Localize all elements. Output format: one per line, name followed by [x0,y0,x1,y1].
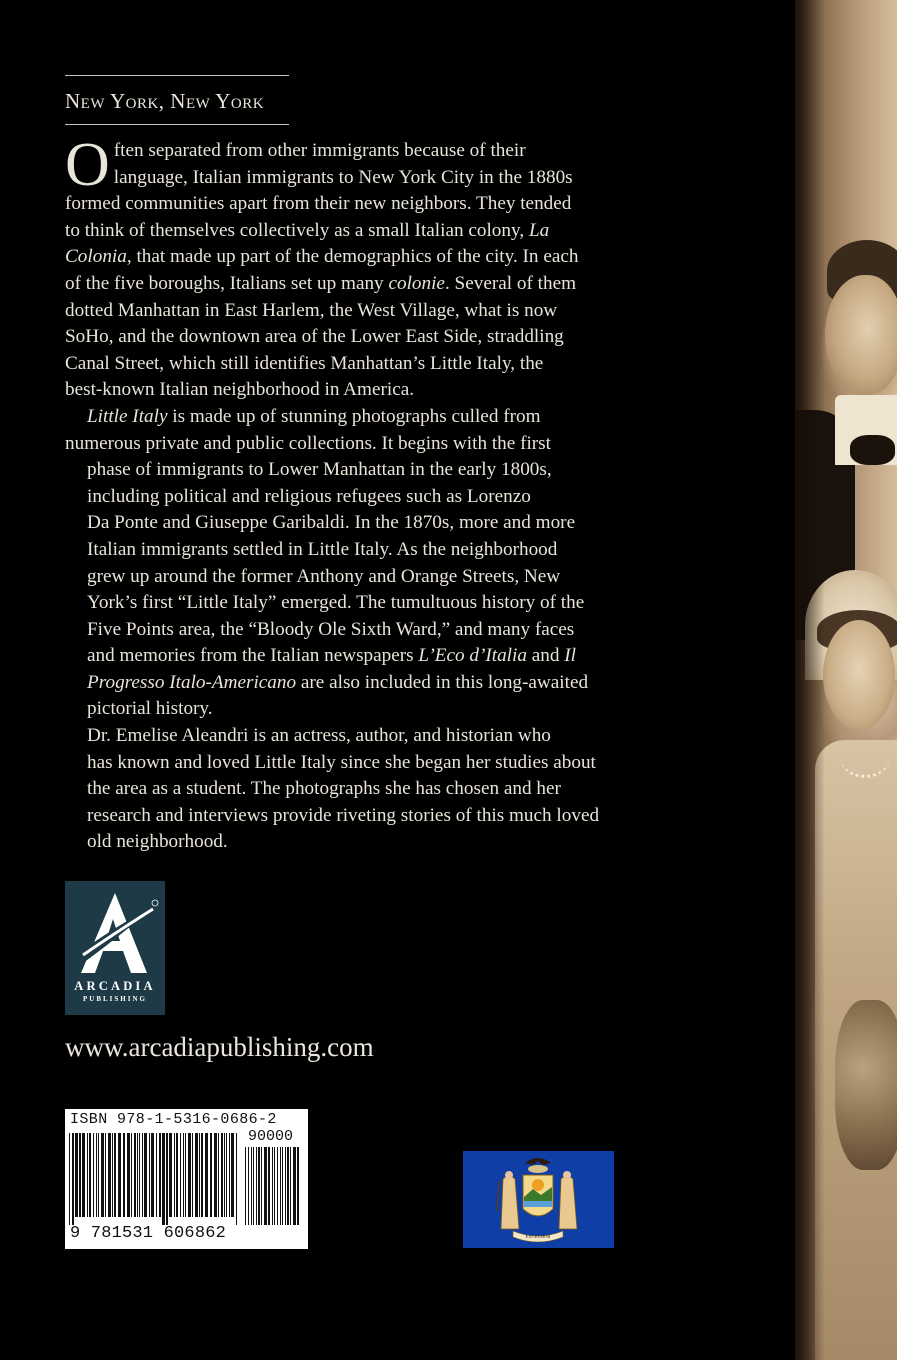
barcode-bar [214,1133,217,1217]
text-line: best-known Italian neighborhood in America. [65,379,415,401]
barcode-bar [293,1147,296,1225]
barcode-bar [205,1133,208,1217]
book-title-italic: Little Italy [87,405,168,427]
barcode-bar [134,1133,136,1217]
text-line: Canal Street, which still identifies Manhattan’s Little Italy, the [65,352,544,374]
barcode-bar [201,1133,203,1217]
text-line: SoHo, and the downtown area of the Lower East Side, straddling [65,326,564,348]
text-line [65,643,655,670]
barcode-bar [261,1147,262,1225]
barcode-bar [151,1133,154,1217]
text-line: numerous private and public collections. It begins with the first [65,432,551,454]
barcode-bar [183,1133,184,1217]
italic-fragment: L’Eco d’Italia [418,645,527,667]
text-line [65,244,655,271]
barcode-bar [268,1147,270,1225]
barcode-bar [149,1133,150,1217]
barcode-bar [162,1133,165,1225]
text-fragment: to think of themselves collectively as a small Italian colony, [65,219,529,241]
barcode-bar [156,1133,157,1217]
barcode-bar [272,1147,273,1225]
text-line: Five Points area, the “Bloody Ole Sixth Ward,” and many faces [87,618,575,640]
barcode-bar [224,1133,225,1217]
barcode-bar [159,1133,161,1217]
barcode-bar [274,1147,275,1225]
text-line: research and interviews provide riveting stories of this much loved [87,804,600,826]
barcode-bar [87,1133,88,1217]
text-line: pictorial history. [87,698,213,720]
addon-barcode-bars [245,1147,303,1225]
barcode-bar [131,1133,132,1217]
text-line [65,218,655,245]
text-fragment: and memories from the Italian newspapers [87,645,419,667]
isbn-barcode [65,1109,308,1249]
barcode-bar [72,1133,74,1225]
text-line: Da Ponte and Giuseppe Garibaldi. In the 1870s, more and more [87,512,576,534]
text-line: old neighborhood. [87,831,228,853]
heading-rule-bottom [65,124,289,125]
barcode-bar [105,1133,106,1217]
ean-barcode-bars [69,1133,239,1225]
barcode-bar [112,1133,113,1217]
text-fragment: is made up of stunning photographs culled from [167,405,541,427]
barcode-bar [195,1133,198,1217]
barcode-bar [264,1147,267,1225]
barcode-bar [188,1133,191,1217]
barcode-bar [96,1133,97,1217]
text-fragment: of the five boroughs, Italians set up many [65,272,389,294]
text-line: dotted Manhattan in East Harlem, the West Village, what is now [65,299,558,321]
barcode-bar [176,1133,178,1217]
text-line: phase of immigrants to Lower Manhattan in the early 1800s, [87,459,552,481]
barcode-bar [210,1133,212,1217]
ny-coat-of-arms-icon [463,1151,614,1248]
arcadia-publishing-logo [65,881,165,1015]
barcode-bar [69,1133,70,1225]
text-fragment: and [526,645,565,667]
barcode-bar [229,1133,230,1217]
barcode-bar [166,1133,168,1225]
barcode-bar [236,1133,237,1225]
barcode-bar [98,1133,99,1217]
barcode-bar [79,1133,81,1217]
barcode-bar [231,1133,234,1217]
italic-fragment: Progresso Italo-Americano [87,671,297,693]
text-line [65,670,655,697]
barcode-bar [137,1133,138,1217]
description-paragraph-1 [65,131,655,404]
barcode-bar [144,1133,147,1217]
text-fragment: that made up part of the demographics of the city. In each [136,246,579,268]
barcode-bar [101,1133,104,1217]
barcode-bar [290,1147,291,1225]
barcode-bar [199,1133,200,1217]
barcode-bar [169,1133,172,1217]
barcode-bar [174,1133,175,1217]
text-line: language, Italian immigrants to New York City in the 1880s [113,166,573,188]
italic-fragment: colonie [388,272,445,294]
isbn-label: ISBN 978-1-5316-0686-2 [70,1111,277,1128]
series-heading: New York, New York [65,89,265,113]
text-line [65,404,655,431]
barcode-bar [221,1133,223,1217]
barcode-bar [180,1133,181,1217]
text-line: York’s first “Little Italy” emerged. The tumultuous history of the [87,592,585,614]
barcode-bar [218,1133,219,1217]
text-fragment: . Several of them [444,272,577,294]
photo-edge-shadow [795,0,825,1360]
barcode-bar [280,1147,281,1225]
text-line: including political and religious refugees such as Lorenzo [87,485,531,507]
text-line: formed communities apart from their new neighbors. They tended [65,193,572,215]
publisher-url[interactable]: www.arcadiapublishing.com [65,1032,374,1062]
barcode-bar [142,1133,143,1217]
text-line [65,271,655,298]
price-code: 90000 [248,1128,294,1145]
ean-digits: 9 781531 606862 [70,1224,227,1243]
barcode-bar [93,1133,94,1217]
italic-fragment: Colonia, [65,246,137,268]
barcode-bar [245,1147,246,1225]
barcode-bar [282,1147,283,1225]
italic-fragment: Il [564,645,576,667]
text-line: has known and loved Little Italy since she began her studies about [87,751,596,773]
barcode-bar [139,1133,140,1217]
text-line: the area as a student. The photographs she has chosen and her [87,778,561,800]
text-line [65,191,655,218]
barcode-bar [192,1133,193,1217]
groom-face [825,275,897,395]
barcode-bar [256,1147,257,1225]
barcode-bar [118,1133,121,1217]
barcode-bar [248,1147,249,1225]
bride-bouquet [835,1000,897,1170]
groom-bow-tie [850,435,895,465]
text-line: Dr. Emelise Aleandri is an actress, author, and historian who [87,725,551,747]
barcode-bar [123,1133,125,1217]
heading-rule-top [65,75,289,76]
description-paragraph-3 [65,723,655,856]
book-description [65,131,655,856]
text-line: ften separated from other immigrants because of their [113,140,526,161]
barcode-bar [285,1147,286,1225]
drop-cap: O [65,131,110,199]
text-fragment: are also included in this long-awaited [296,671,589,693]
barcode-bar [258,1147,260,1225]
sepia-wedding-photo [795,0,897,1360]
new-york-state-flag [463,1151,614,1248]
barcode-bar [253,1147,254,1225]
description-paragraph-2 [65,404,655,723]
barcode-bar [297,1147,299,1225]
barcode-bar [75,1133,78,1217]
barcode-bar [89,1133,91,1217]
barcode-bar [185,1133,186,1217]
flag-banner-text: EXCELSIOR [525,1234,551,1239]
italic-fragment: La [528,219,550,241]
barcode-bar [226,1133,227,1217]
barcode-bar [82,1133,85,1217]
publisher-subname: PUBLISHING [83,995,147,1003]
barcode-bar [108,1133,111,1217]
barcode-bar [127,1133,130,1217]
bride-face [823,620,895,730]
barcode-bar [251,1147,252,1225]
barcode-bar [277,1147,278,1225]
barcode-bar [114,1133,116,1217]
publisher-name: ARCADIA [74,979,156,993]
arcadia-a-logo-icon [65,881,165,979]
text-line: grew up around the former Anthony and Orange Streets, New [87,565,561,587]
text-line: Italian immigrants settled in Little Italy. As the neighborhood [87,538,558,560]
barcode-bar [287,1147,289,1225]
bride-necklace [840,735,890,778]
